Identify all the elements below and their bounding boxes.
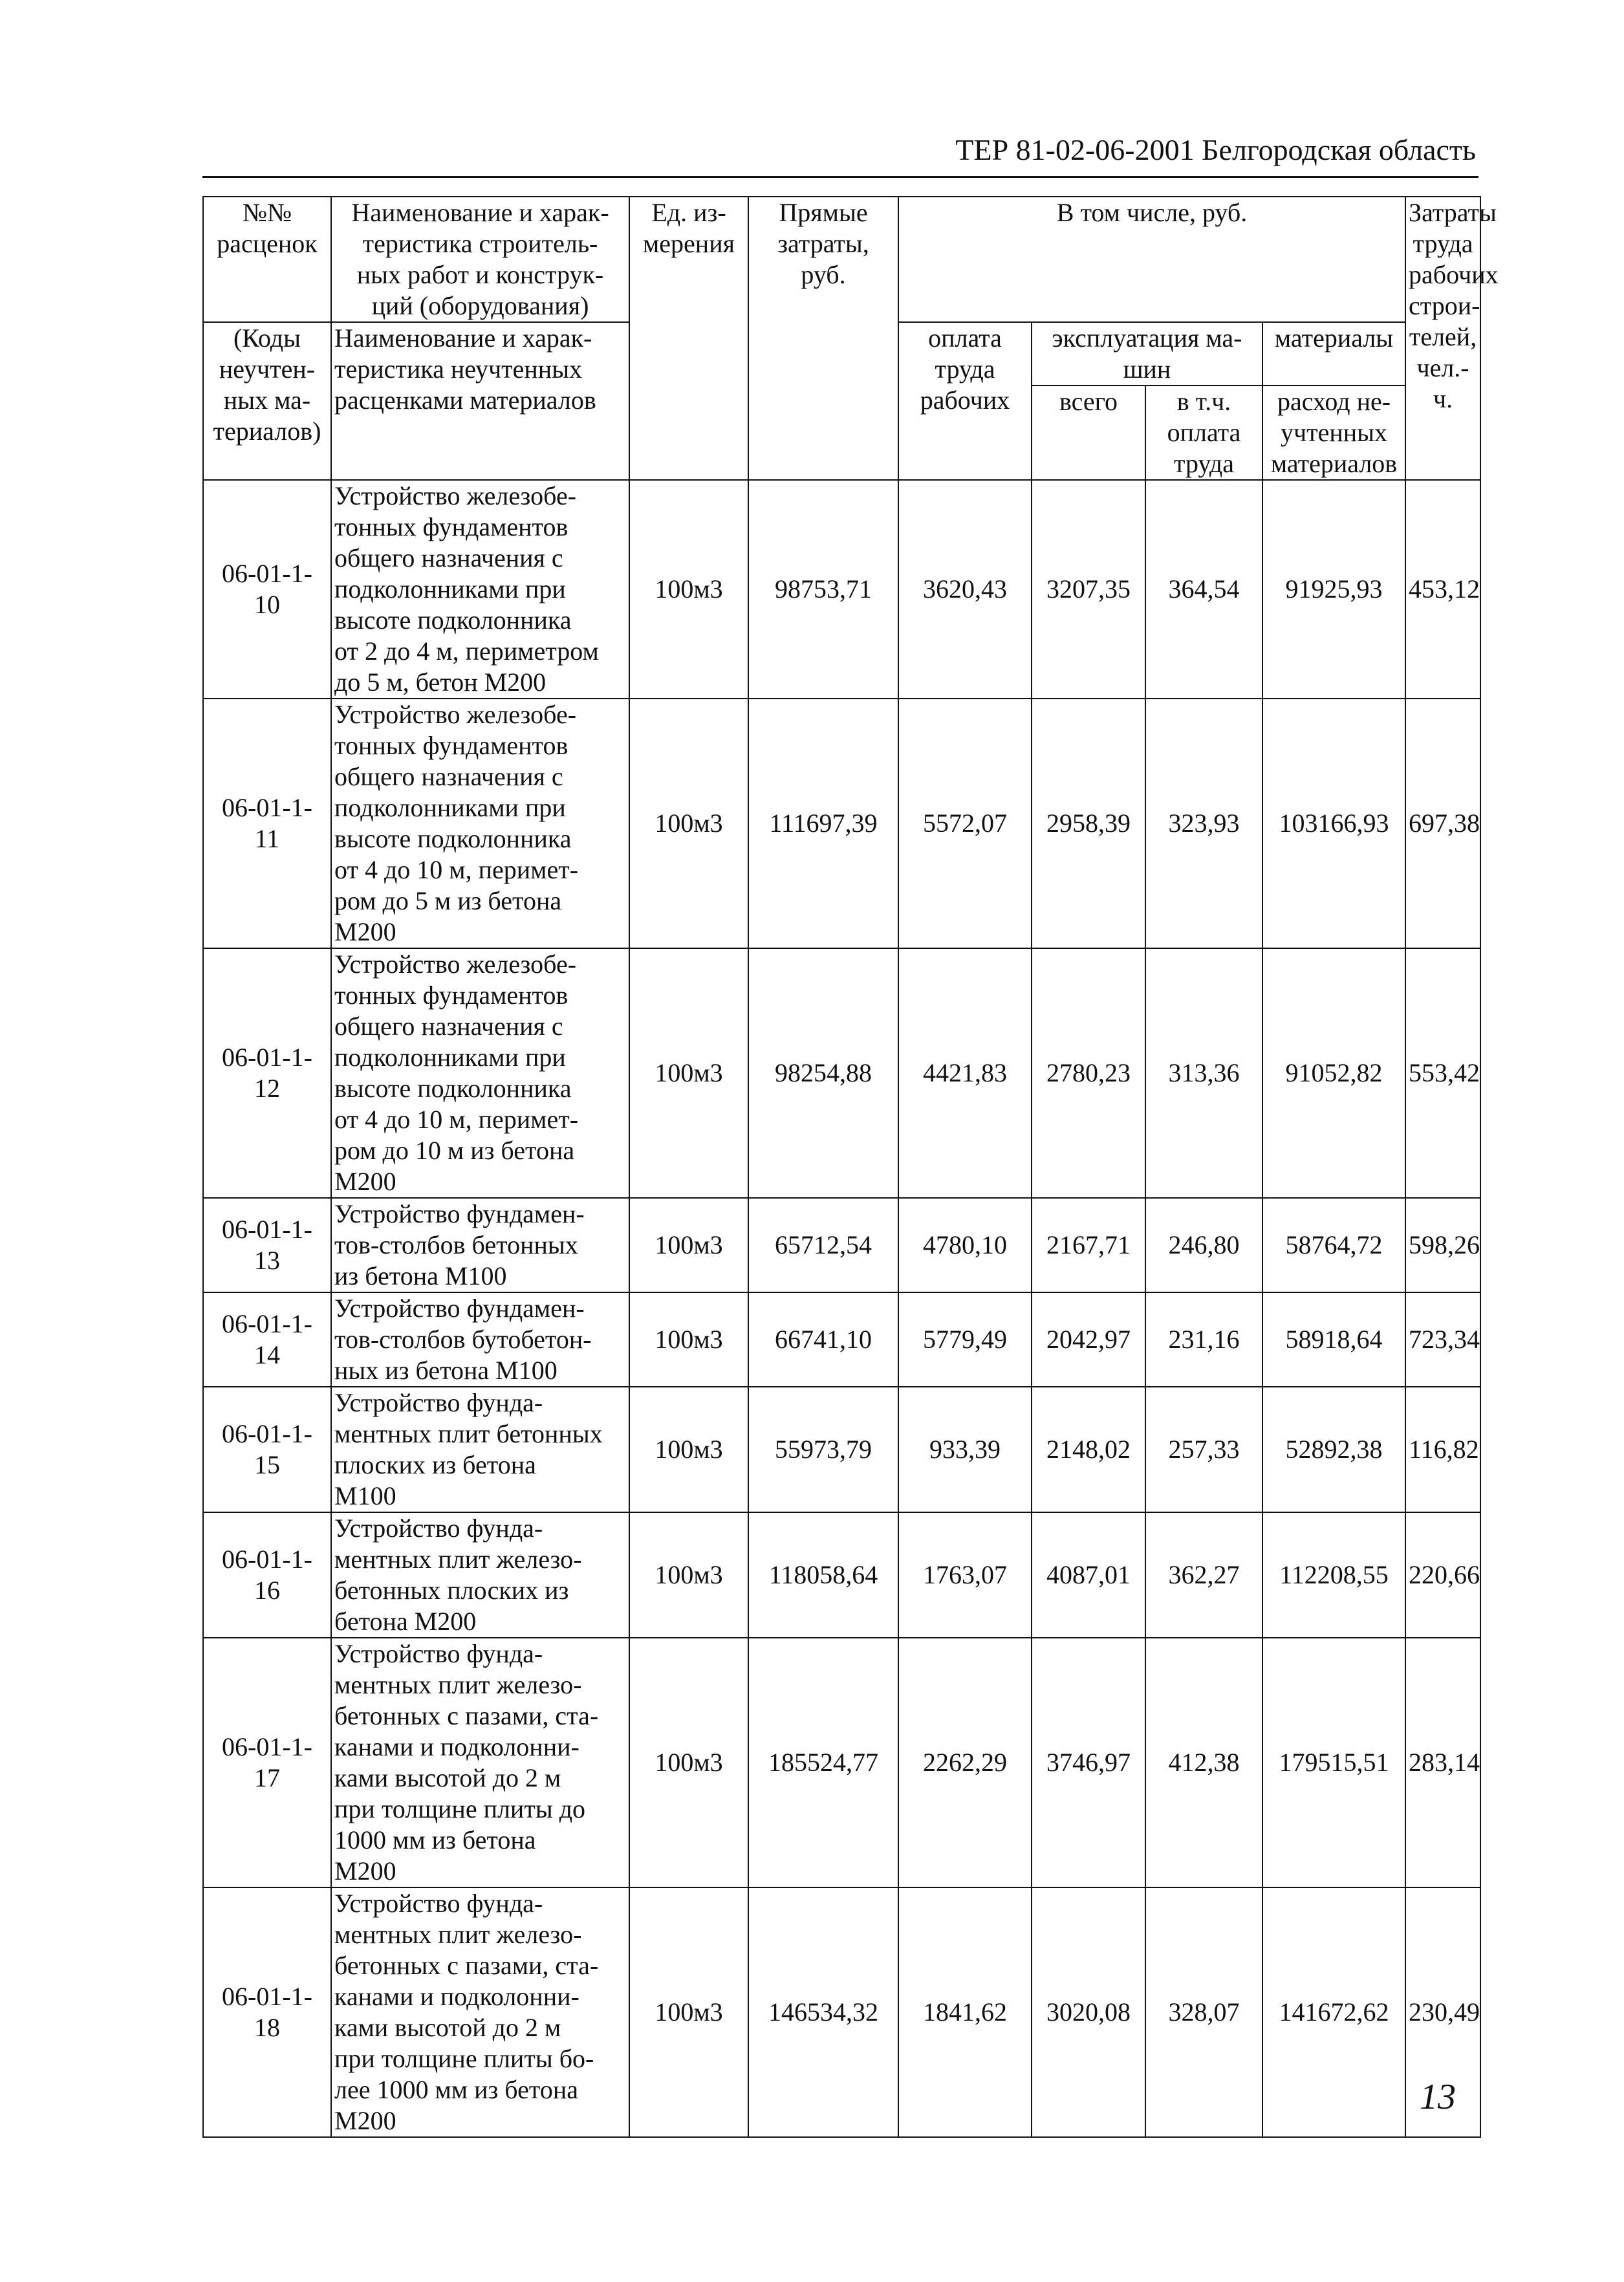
machine-total-cell: 3020,08 xyxy=(1032,1887,1145,2137)
table-row xyxy=(203,948,1480,1198)
header-labor-pay: оплата труда рабочих xyxy=(898,322,1032,480)
direct-costs-cell: 98753,71 xyxy=(748,480,898,699)
machine-labor-cell: 328,07 xyxy=(1145,1887,1262,2137)
machine-total-cell: 2148,02 xyxy=(1032,1387,1145,1512)
table-row xyxy=(203,1387,1480,1512)
labor-cost-cell: 598,26 xyxy=(1405,1198,1480,1292)
rate-code-cell: 06-01-1- 18 xyxy=(203,1887,331,2137)
table-row xyxy=(203,699,1480,948)
materials-cell: 58918,64 xyxy=(1262,1292,1405,1387)
unit-cell: 100м3 xyxy=(629,1512,748,1638)
machine-labor-cell: 323,93 xyxy=(1145,699,1262,948)
materials-cell: 179515,51 xyxy=(1262,1638,1405,1887)
direct-costs-cell: 185524,77 xyxy=(748,1638,898,1887)
labor-pay-cell: 5779,49 xyxy=(898,1292,1032,1387)
header-code: №№ расценок xyxy=(203,197,331,322)
machine-labor-cell: 362,27 xyxy=(1145,1512,1262,1638)
header-direct-costs: Прямые затраты, руб. xyxy=(748,197,898,480)
work-name-cell: Устройство фунда- ментных плит железо- бетонных с пазами, ста- канами и подколонни- ками высотой до 2 м при толщине плиты до 1000 мм из бетона М200 xyxy=(331,1638,629,1887)
table-row xyxy=(203,1887,1480,2137)
document-header: ТЕР 81-02-06-2001 Белгородская область xyxy=(955,133,1476,166)
materials-cell: 52892,38 xyxy=(1262,1387,1405,1512)
direct-costs-cell: 55973,79 xyxy=(748,1387,898,1512)
unit-cell: 100м3 xyxy=(629,1638,748,1887)
header-name-unaccounted: Наименование и харак- теристика неучтенных расценками материалов xyxy=(331,322,629,480)
materials-cell: 91925,93 xyxy=(1262,480,1405,699)
machine-labor-cell: 257,33 xyxy=(1145,1387,1262,1512)
labor-pay-cell: 1841,62 xyxy=(898,1887,1032,2137)
work-name-cell: Устройство фунда- ментных плит бетонных плоских из бетона М100 xyxy=(331,1387,629,1512)
rate-code-cell: 06-01-1- 15 xyxy=(203,1387,331,1512)
page-number: 13 xyxy=(1420,2077,1456,2117)
labor-cost-cell: 553,42 xyxy=(1405,948,1480,1198)
labor-cost-cell: 723,34 xyxy=(1405,1292,1480,1387)
machine-labor-cell: 231,16 xyxy=(1145,1292,1262,1387)
unit-cell: 100м3 xyxy=(629,1198,748,1292)
machine-labor-cell: 364,54 xyxy=(1145,480,1262,699)
machine-total-cell: 2958,39 xyxy=(1032,699,1145,948)
header-unit: Ед. из- мерения xyxy=(629,197,748,480)
labor-pay-cell: 4780,10 xyxy=(898,1198,1032,1292)
labor-cost-cell: 230,49 xyxy=(1405,1887,1480,2137)
table-row xyxy=(203,1292,1480,1387)
labor-cost-cell: 283,14 xyxy=(1405,1638,1480,1887)
header-machine-operation: эксплуатация ма- шин xyxy=(1032,322,1262,386)
header-machine-labor: в т.ч. оплата труда xyxy=(1145,386,1262,480)
labor-pay-cell: 3620,43 xyxy=(898,480,1032,699)
direct-costs-cell: 146534,32 xyxy=(748,1887,898,2137)
unit-cell: 100м3 xyxy=(629,480,748,699)
table-row xyxy=(203,1198,1480,1292)
header-rule xyxy=(202,176,1478,178)
labor-cost-cell: 116,82 xyxy=(1405,1387,1480,1512)
header-row-1 xyxy=(203,197,1480,322)
work-name-cell: Устройство фунда- ментных плит железо- бетонных плоских из бетона М200 xyxy=(331,1512,629,1638)
labor-cost-cell: 453,12 xyxy=(1405,480,1480,699)
rate-code-cell: 06-01-1- 14 xyxy=(203,1292,331,1387)
machine-total-cell: 3207,35 xyxy=(1032,480,1145,699)
work-name-cell: Устройство фунда- ментных плит железо- бетонных с пазами, ста- канами и подколонни- ками высотой до 2 м при толщине плиты бо- лее 1000 мм из бетона М200 xyxy=(331,1887,629,2137)
machine-total-cell: 4087,01 xyxy=(1032,1512,1145,1638)
labor-pay-cell: 5572,07 xyxy=(898,699,1032,948)
labor-pay-cell: 1763,07 xyxy=(898,1512,1032,1638)
unit-cell: 100м3 xyxy=(629,1887,748,2137)
materials-cell: 103166,93 xyxy=(1262,699,1405,948)
materials-cell: 141672,62 xyxy=(1262,1887,1405,2137)
unit-cell: 100м3 xyxy=(629,699,748,948)
materials-cell: 58764,72 xyxy=(1262,1198,1405,1292)
work-name-cell: Устройство железобе- тонных фундаментов общего назначения с подколонниками при высоте подколонника от 4 до 10 м, перимет- ром до 10 м из бетона М200 xyxy=(331,948,629,1198)
table-row xyxy=(203,1638,1480,1887)
work-name-cell: Устройство фундамен- тов-столбов бетонных из бетона М100 xyxy=(331,1198,629,1292)
machine-total-cell: 2167,71 xyxy=(1032,1198,1145,1292)
unit-cell: 100м3 xyxy=(629,948,748,1198)
rate-code-cell: 06-01-1- 10 xyxy=(203,480,331,699)
work-name-cell: Устройство фундамен- тов-столбов бутобетон- ных из бетона М100 xyxy=(331,1292,629,1387)
table-body xyxy=(203,197,1499,2137)
direct-costs-cell: 66741,10 xyxy=(748,1292,898,1387)
table-row xyxy=(203,480,1480,699)
direct-costs-cell: 65712,54 xyxy=(748,1198,898,1292)
header-materials-unaccounted: расход не- учтенных материалов xyxy=(1262,386,1405,480)
labor-pay-cell: 4421,83 xyxy=(898,948,1032,1198)
machine-labor-cell: 412,38 xyxy=(1145,1638,1262,1887)
header-materials: материалы xyxy=(1262,322,1405,386)
header-name: Наименование и харак- теристика строитель- ных работ и конструк- ций (оборудования) xyxy=(331,197,629,322)
machine-total-cell: 2780,23 xyxy=(1032,948,1145,1198)
rate-code-cell: 06-01-1- 16 xyxy=(203,1512,331,1638)
work-name-cell: Устройство железобе- тонных фундаментов общего назначения с подколонниками при высоте подколонника от 2 до 4 м, периметром до 5 м, бетон М200 xyxy=(331,480,629,699)
header-including: В том числе, руб. xyxy=(898,197,1405,322)
unit-cell: 100м3 xyxy=(629,1387,748,1512)
labor-pay-cell: 933,39 xyxy=(898,1387,1032,1512)
direct-costs-cell: 111697,39 xyxy=(748,699,898,948)
work-name-cell: Устройство железобе- тонных фундаментов общего назначения с подколонниками при высоте подколонника от 4 до 10 м, перимет- ром до 5 м из бетона М200 xyxy=(331,699,629,948)
machine-total-cell: 3746,97 xyxy=(1032,1638,1145,1887)
rate-code-cell: 06-01-1- 13 xyxy=(203,1198,331,1292)
materials-cell: 91052,82 xyxy=(1262,948,1405,1198)
materials-cell: 112208,55 xyxy=(1262,1512,1405,1638)
header-labor-cost: Затраты труда рабочих строи- телей, чел.-ч. xyxy=(1405,197,1480,480)
table-row xyxy=(203,1512,1480,1638)
labor-cost-cell: 697,38 xyxy=(1405,699,1480,948)
unit-cell: 100м3 xyxy=(629,1292,748,1387)
machine-total-cell: 2042,97 xyxy=(1032,1292,1145,1387)
machine-labor-cell: 246,80 xyxy=(1145,1198,1262,1292)
direct-costs-cell: 118058,64 xyxy=(748,1512,898,1638)
rate-code-cell: 06-01-1- 11 xyxy=(203,699,331,948)
header-machine-total: всего xyxy=(1032,386,1145,480)
labor-cost-cell: 220,66 xyxy=(1405,1512,1480,1638)
header-codes-unaccounted: (Коды неучтен- ных ма- териалов) xyxy=(203,322,331,480)
rates-table xyxy=(202,196,1499,2138)
labor-pay-cell: 2262,29 xyxy=(898,1638,1032,1887)
direct-costs-cell: 98254,88 xyxy=(748,948,898,1198)
rate-code-cell: 06-01-1- 12 xyxy=(203,948,331,1198)
rate-code-cell: 06-01-1- 17 xyxy=(203,1638,331,1887)
machine-labor-cell: 313,36 xyxy=(1145,948,1262,1198)
